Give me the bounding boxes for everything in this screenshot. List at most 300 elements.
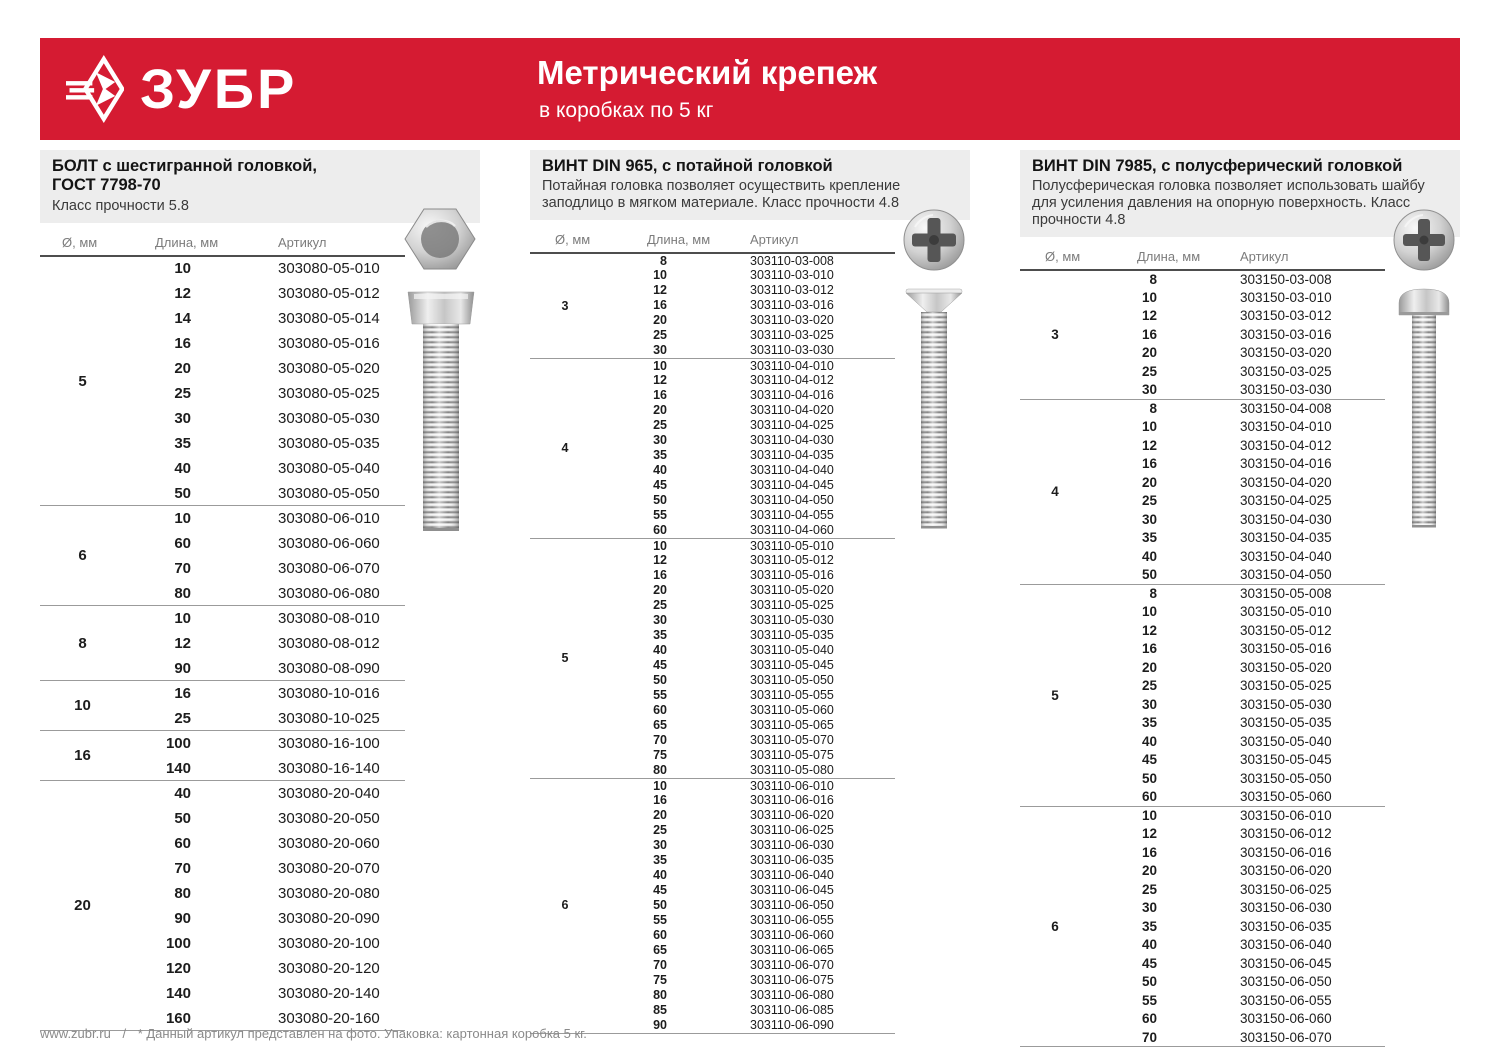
length-cell: 8: [660, 253, 667, 268]
article-cell: 303110-06-055: [750, 913, 834, 928]
article-cell: 303150-05-008: [1160, 584, 1385, 603]
article-cell: 303110-06-060: [750, 928, 834, 943]
length-cell: 60: [1141, 789, 1157, 805]
article-cell: 303080-06-010: [205, 506, 405, 531]
article-cell: 303110-05-020: [750, 583, 834, 598]
length-cell: 90: [174, 909, 191, 927]
article-cell: 303150-06-045: [1240, 955, 1332, 971]
article-cell: 303150-04-040: [1240, 548, 1332, 564]
length-cell: 20: [1141, 863, 1157, 879]
section-bolt-gost-7798: [40, 150, 480, 1045]
section-screw-din965: [530, 150, 970, 1045]
article-cell: 303110-06-020: [750, 808, 834, 823]
article-cell: 303150-04-016: [1240, 456, 1332, 472]
length-cell: 70: [174, 559, 191, 577]
length-cell: 20: [1141, 345, 1157, 361]
article-cell: 303110-03-025: [750, 328, 834, 343]
article-cell: 303150-06-035: [1240, 918, 1332, 934]
article-cell: 303150-05-040: [1240, 733, 1332, 749]
article-cell: 303150-05-060: [1240, 789, 1332, 805]
table-row: [1020, 584, 1385, 603]
length-cell: 12: [653, 553, 667, 568]
table-row: [1020, 806, 1385, 825]
table-row: [1020, 399, 1385, 418]
article-cell: 303150-05-050: [1240, 770, 1332, 786]
table-row: [530, 358, 895, 373]
length-cell: 45: [653, 658, 667, 673]
diameter-cell: 3: [561, 298, 569, 313]
length-cell: 120: [165, 959, 191, 977]
article-cell: 303080-06-070: [278, 559, 380, 577]
article-cell: 303110-03-030: [750, 343, 834, 358]
column-header-diameter: Ø, мм: [40, 229, 125, 256]
article-cell: 303110-06-035: [750, 853, 834, 868]
brand-name: ЗУБР: [140, 57, 298, 120]
length-cell: 16: [174, 334, 191, 352]
article-cell: 303150-03-025: [1240, 363, 1332, 379]
article-cell: 303150-06-020: [1240, 863, 1332, 879]
length-cell: 35: [653, 853, 667, 868]
column-header-diameter: Ø, мм: [1020, 243, 1090, 270]
article-cell: 303080-10-016: [205, 681, 405, 706]
length-cell: 30: [653, 433, 667, 448]
length-cell: 55: [653, 508, 667, 523]
length-cell: 16: [653, 568, 667, 583]
article-cell: 303110-06-025: [750, 823, 834, 838]
length-cell: 16: [1141, 844, 1157, 860]
length-cell: 12: [653, 373, 667, 388]
diameter-cell: 3: [1051, 327, 1059, 343]
article-cell: 303110-06-040: [750, 868, 834, 883]
article-cell: 303110-03-016: [750, 298, 834, 313]
article-cell: 303150-05-020: [1240, 659, 1332, 675]
length-cell: 25: [653, 823, 667, 838]
countersunk-screw-side-view-photo: [904, 284, 964, 534]
length-cell: 80: [174, 584, 191, 602]
article-cell: 303080-20-080: [278, 884, 380, 902]
article-cell: 303080-16-100: [205, 731, 405, 756]
article-cell: 303150-06-040: [1240, 937, 1332, 953]
article-cell: 303080-20-040: [205, 781, 405, 806]
diameter-cell: 5: [530, 538, 600, 778]
length-cell: 30: [1141, 696, 1157, 712]
article-cell: 303110-04-040: [750, 463, 834, 478]
article-cell: 303080-10-025: [278, 709, 380, 727]
article-cell: 303150-05-035: [1240, 715, 1332, 731]
length-cell: 16: [653, 388, 667, 403]
article-cell: 303110-04-025: [750, 418, 834, 433]
article-cell: 303150-04-025: [1240, 493, 1332, 509]
length-cell: 45: [1141, 752, 1157, 768]
article-cell: 303110-03-008: [750, 253, 834, 268]
article-cell: 303150-03-020: [1240, 345, 1332, 361]
table-row: [40, 731, 405, 756]
length-cell: 12: [174, 284, 191, 302]
section-title: ВИНТ DIN 965, с потайной головкой: [542, 157, 833, 175]
article-cell: 303080-05-012: [278, 284, 380, 302]
length-cell: 10: [1141, 604, 1157, 620]
length-cell: 40: [174, 459, 191, 477]
diameter-cell: 10: [40, 681, 125, 731]
length-cell: 60: [653, 703, 667, 718]
length-cell: 60: [653, 523, 667, 538]
article-cell: 303110-06-065: [750, 943, 834, 958]
article-cell: 303080-20-090: [278, 909, 380, 927]
article-cell: 303110-03-010: [750, 268, 834, 283]
article-cell: 303110-04-035: [750, 448, 834, 463]
table-row: [40, 681, 405, 706]
length-cell: 14: [174, 309, 191, 327]
section-description: Потайная головка позволяет осуществить крепление заподлицо в мягком материале. Класс прочности 4.8: [542, 178, 901, 212]
brand-banner: [40, 38, 1460, 140]
table-row: [1020, 270, 1385, 289]
article-cell: 303150-04-020: [1240, 474, 1332, 490]
column-header-article: Артикул: [1160, 243, 1385, 270]
pan-head-screw-side-view-photo: [1394, 284, 1454, 534]
article-cell: 303080-20-160: [278, 1009, 380, 1027]
length-cell: 50: [653, 673, 667, 688]
diameter-cell: 4: [530, 358, 600, 538]
article-cell: 303110-06-080: [750, 988, 834, 1003]
length-cell: 12: [653, 283, 667, 298]
length-cell: 40: [1141, 548, 1157, 564]
article-cell: 303150-04-010: [1240, 419, 1332, 435]
table-row: [530, 538, 895, 553]
article-cell: 303110-05-080: [750, 763, 834, 778]
pan-head-screw-top-view-photo: [1392, 208, 1456, 272]
article-cell: 303110-03-020: [750, 313, 834, 328]
article-cell: 303150-06-012: [1240, 826, 1332, 842]
article-cell: 303150-03-016: [1240, 326, 1332, 342]
length-cell: 30: [653, 838, 667, 853]
brand-logo: [66, 51, 297, 127]
length-cell: 50: [1141, 974, 1157, 990]
table-row: [530, 253, 895, 268]
length-cell: 55: [653, 688, 667, 703]
article-cell: 303110-05-070: [750, 733, 834, 748]
length-cell: 40: [1141, 937, 1157, 953]
article-cell: 303150-06-016: [1240, 844, 1332, 860]
length-cell: 16: [125, 681, 205, 706]
article-cell: 303150-03-030: [1240, 382, 1332, 398]
length-cell: 8: [1090, 584, 1160, 603]
length-cell: 60: [1141, 1011, 1157, 1027]
article-cell: 303150-05-012: [1240, 622, 1332, 638]
article-cell: 303150-04-050: [1240, 567, 1332, 583]
length-cell: 30: [1141, 382, 1157, 398]
countersunk-screw-top-view-photo: [902, 208, 966, 272]
length-cell: 45: [653, 478, 667, 493]
article-cell: 303080-16-140: [278, 759, 380, 777]
article-cell: 303110-05-030: [750, 613, 834, 628]
length-cell: 16: [1141, 326, 1157, 342]
length-cell: 10: [653, 268, 667, 283]
length-cell: 35: [1141, 918, 1157, 934]
length-cell: 90: [174, 659, 191, 677]
articles-table: [40, 229, 405, 1032]
zubr-logo-icon: [66, 53, 124, 125]
footer: [40, 1026, 587, 1041]
article-cell: 303110-06-085: [750, 1003, 834, 1018]
article-cell: 303150-06-055: [1240, 992, 1332, 1008]
length-cell: 10: [600, 778, 670, 793]
article-cell: 303150-05-025: [1240, 678, 1332, 694]
article-cell: 303110-06-090: [750, 1018, 834, 1033]
article-cell: 303150-05-045: [1240, 752, 1332, 768]
length-cell: 25: [653, 418, 667, 433]
footer-note: * Данный артикул представлен на фото. Упаковка: картонная коробка 5 кг.: [137, 1026, 587, 1041]
length-cell: 25: [1141, 678, 1157, 694]
article-cell: 303110-05-075: [750, 748, 834, 763]
article-cell: 303110-05-035: [750, 628, 834, 643]
article-cell: 303080-05-040: [278, 459, 380, 477]
length-cell: 10: [600, 358, 670, 373]
length-cell: 12: [1141, 622, 1157, 638]
length-cell: 10: [125, 506, 205, 531]
length-cell: 80: [653, 763, 667, 778]
length-cell: 140: [165, 759, 191, 777]
article-cell: 303110-04-010: [670, 358, 895, 373]
article-cell: 303080-05-020: [278, 359, 380, 377]
length-cell: 30: [1141, 511, 1157, 527]
article-cell: 303150-06-030: [1240, 900, 1332, 916]
length-cell: 30: [174, 409, 191, 427]
length-cell: 25: [174, 384, 191, 402]
length-cell: 16: [653, 793, 667, 808]
length-cell: 50: [1141, 567, 1157, 583]
length-cell: 30: [653, 343, 667, 358]
article-cell: 303150-06-070: [1240, 1029, 1332, 1045]
article-cell: 303150-03-010: [1240, 289, 1332, 305]
diameter-cell: 8: [40, 606, 125, 681]
length-cell: 40: [653, 868, 667, 883]
article-cell: 303110-04-030: [750, 433, 834, 448]
length-cell: 10: [174, 260, 191, 278]
length-cell: 25: [174, 709, 191, 727]
length-cell: 10: [125, 606, 205, 631]
section-description: Класс прочности 5.8: [52, 197, 189, 214]
article-cell: 303150-06-010: [1160, 806, 1385, 825]
length-cell: 160: [165, 1009, 191, 1027]
length-cell: 80: [653, 988, 667, 1003]
length-cell: 12: [1141, 308, 1157, 324]
table-row: [40, 506, 405, 531]
section-title: БОЛТ с шестигранной головкой,: [52, 157, 317, 175]
article-cell: 303080-08-090: [278, 659, 380, 677]
length-cell: 16: [653, 298, 667, 313]
section-title-line2: ГОСТ 7798-70: [52, 176, 161, 195]
page-subtitle: в коробках по 5 кг: [539, 99, 714, 122]
page-title: Метрический крепеж: [537, 54, 877, 91]
length-cell: 55: [653, 913, 667, 928]
length-cell: 20: [174, 359, 191, 377]
length-cell: 50: [174, 484, 191, 502]
length-cell: 50: [653, 493, 667, 508]
length-cell: 16: [1141, 456, 1157, 472]
table-row: [40, 781, 405, 806]
length-cell: 55: [1141, 992, 1157, 1008]
footer-site-url: www.zubr.ru: [40, 1026, 111, 1041]
article-cell: 303150-05-030: [1240, 696, 1332, 712]
length-cell: 50: [174, 809, 191, 827]
diameter-cell: 6: [1020, 806, 1090, 1047]
length-cell: 30: [653, 613, 667, 628]
table-row: [530, 778, 895, 793]
article-cell: 303110-05-065: [750, 718, 834, 733]
article-cell: 303080-20-050: [278, 809, 380, 827]
article-cell: 303110-04-045: [750, 478, 834, 493]
article-cell: 303080-20-100: [278, 934, 380, 952]
hex-bolt-side-view-photo: [402, 284, 480, 534]
length-cell: 65: [653, 718, 667, 733]
length-cell: 65: [653, 943, 667, 958]
length-cell: 70: [174, 859, 191, 877]
article-cell: 303080-20-140: [278, 984, 380, 1002]
article-cell: 303150-03-012: [1240, 308, 1332, 324]
article-cell: 303080-06-060: [278, 534, 380, 552]
length-cell: 30: [1141, 900, 1157, 916]
section-screw-din7985: [1020, 150, 1460, 1045]
article-cell: 303110-06-075: [750, 973, 834, 988]
articles-table: [530, 226, 895, 1034]
length-cell: 40: [1141, 733, 1157, 749]
length-cell: 100: [125, 731, 205, 756]
article-cell: 303110-05-050: [750, 673, 834, 688]
length-cell: 25: [653, 598, 667, 613]
length-cell: 45: [1141, 955, 1157, 971]
length-cell: 25: [1141, 493, 1157, 509]
length-cell: 8: [1149, 271, 1157, 287]
article-cell: 303150-05-010: [1240, 604, 1332, 620]
length-cell: 12: [1141, 437, 1157, 453]
length-cell: 40: [653, 643, 667, 658]
diameter-cell: 16: [40, 731, 125, 781]
article-cell: 303080-05-010: [278, 260, 380, 278]
length-cell: 70: [653, 958, 667, 973]
length-cell: 40: [125, 781, 205, 806]
article-cell: 303110-06-050: [750, 898, 834, 913]
length-cell: 60: [174, 534, 191, 552]
length-cell: 12: [1141, 826, 1157, 842]
article-cell: 303110-05-025: [750, 598, 834, 613]
column-header-article: Артикул: [670, 226, 895, 253]
length-cell: 16: [1141, 641, 1157, 657]
length-cell: 50: [653, 898, 667, 913]
length-cell: 35: [653, 628, 667, 643]
length-cell: 10: [1090, 806, 1160, 825]
length-cell: 35: [1141, 530, 1157, 546]
article-cell: 303110-04-020: [750, 403, 834, 418]
length-cell: 10: [600, 538, 670, 553]
article-cell: 303110-06-045: [750, 883, 834, 898]
article-cell: 303110-04-050: [750, 493, 834, 508]
article-cell: 303080-05-025: [278, 384, 380, 402]
article-cell: 303150-04-035: [1240, 530, 1332, 546]
column-header-article: Артикул: [205, 229, 405, 256]
article-cell: 303110-05-016: [750, 568, 834, 583]
table-row: [40, 256, 405, 281]
article-cell: 303150-06-060: [1240, 1011, 1332, 1027]
article-cell: 303150-04-008: [1160, 399, 1385, 418]
article-cell: 303110-04-060: [750, 523, 834, 538]
length-cell: 25: [1141, 363, 1157, 379]
diameter-cell: 5: [1020, 584, 1090, 806]
article-cell: 303110-05-012: [750, 553, 834, 568]
article-cell: 303110-03-012: [750, 283, 834, 298]
length-cell: 35: [174, 434, 191, 452]
length-cell: 20: [653, 583, 667, 598]
length-cell: 70: [1141, 1029, 1157, 1045]
length-cell: 85: [653, 1003, 667, 1018]
length-cell: 20: [653, 403, 667, 418]
article-cell: 303110-05-040: [750, 643, 834, 658]
article-cell: 303110-05-045: [750, 658, 834, 673]
length-cell: 100: [165, 934, 191, 952]
article-cell: 303110-06-030: [750, 838, 834, 853]
table-row: [40, 606, 405, 631]
article-cell: 303080-20-120: [278, 959, 380, 977]
article-cell: 303110-06-010: [670, 778, 895, 793]
article-cell: 303080-05-014: [278, 309, 380, 327]
length-cell: 60: [653, 928, 667, 943]
article-cell: 303110-04-016: [750, 388, 834, 403]
article-cell: 303110-04-055: [750, 508, 834, 523]
length-cell: 20: [653, 313, 667, 328]
length-cell: 70: [653, 733, 667, 748]
article-cell: 303110-05-055: [750, 688, 834, 703]
length-cell: 60: [174, 834, 191, 852]
articles-table: [1020, 243, 1385, 1048]
length-cell: 40: [653, 463, 667, 478]
column-header-length: Длина, мм: [1090, 243, 1160, 270]
length-cell: 75: [653, 748, 667, 763]
length-cell: 20: [1141, 659, 1157, 675]
article-cell: 303150-06-025: [1240, 881, 1332, 897]
article-cell: 303110-06-016: [750, 793, 834, 808]
length-cell: 25: [653, 328, 667, 343]
article-cell: 303110-05-060: [750, 703, 834, 718]
article-cell: 303110-04-012: [750, 373, 834, 388]
article-cell: 303080-20-060: [278, 834, 380, 852]
diameter-cell: 4: [1020, 399, 1090, 584]
article-cell: 303150-04-012: [1240, 437, 1332, 453]
diameter-cell: 6: [530, 778, 600, 1033]
article-cell: 303110-06-070: [750, 958, 834, 973]
length-cell: 140: [165, 984, 191, 1002]
article-cell: 303150-04-030: [1240, 511, 1332, 527]
article-cell: 303150-03-008: [1240, 271, 1332, 287]
length-cell: 75: [653, 973, 667, 988]
article-cell: 303080-05-016: [278, 334, 380, 352]
length-cell: 12: [174, 634, 191, 652]
footer-separator: /: [122, 1026, 127, 1041]
article-cell: 303080-06-080: [278, 584, 380, 602]
article-cell: 303080-08-012: [278, 634, 380, 652]
section-title: ВИНТ DIN 7985, с полусферический головкой: [1032, 157, 1403, 175]
article-cell: 303110-05-010: [670, 538, 895, 553]
length-cell: 20: [653, 808, 667, 823]
article-cell: 303150-06-050: [1240, 974, 1332, 990]
diameter-cell: 20: [40, 781, 125, 1031]
article-cell: 303080-05-030: [278, 409, 380, 427]
length-cell: 10: [1141, 419, 1157, 435]
length-cell: 50: [1141, 770, 1157, 786]
diameter-cell: 6: [40, 506, 125, 606]
length-cell: 10: [1141, 289, 1157, 305]
length-cell: 90: [653, 1018, 667, 1033]
diameter-cell: 5: [78, 372, 87, 390]
column-header-diameter: Ø, мм: [530, 226, 600, 253]
